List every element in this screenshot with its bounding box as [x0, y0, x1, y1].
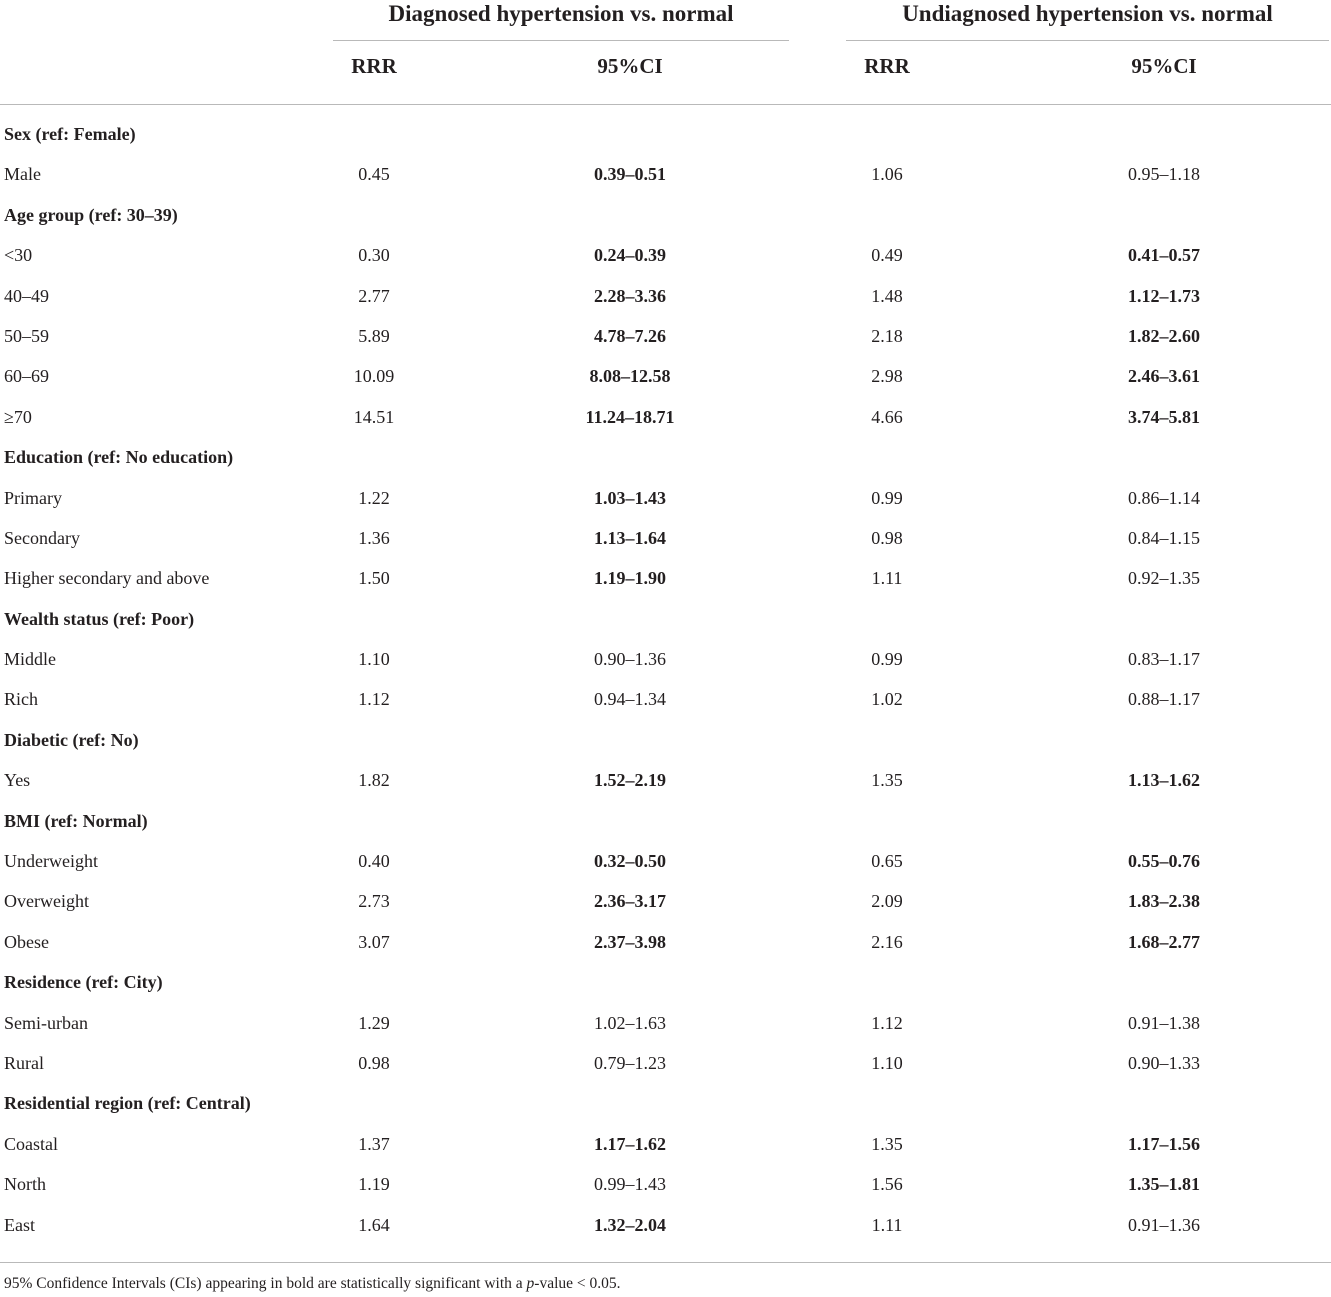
row-label: 40–49: [4, 285, 49, 306]
ci-diagnosed: 8.08–12.58: [589, 366, 671, 387]
rrr-undiagnosed: 1.35: [871, 1133, 903, 1154]
ci-undiagnosed: 0.41–0.57: [1128, 245, 1200, 266]
section-header-row: [0, 962, 1331, 1002]
section-label: Diabetic (ref: No): [4, 729, 139, 750]
rrr-diagnosed: 1.22: [358, 487, 390, 508]
rrr-undiagnosed: 2.98: [871, 366, 903, 387]
ci-diagnosed: 1.03–1.43: [594, 487, 666, 508]
row-label: ≥70: [4, 406, 32, 427]
ci-diagnosed: 4.78–7.26: [594, 325, 666, 346]
rrr-diagnosed: 0.30: [358, 245, 390, 266]
rrr-undiagnosed: 2.16: [871, 931, 903, 952]
rrr-diagnosed: 10.09: [353, 366, 395, 387]
ci-diagnosed: 0.90–1.36: [594, 649, 666, 670]
row-label: Underweight: [4, 851, 98, 872]
ci-undiagnosed: 0.86–1.14: [1128, 487, 1200, 508]
ci-diagnosed: 0.94–1.34: [594, 689, 666, 710]
ci-diagnosed: 1.13–1.64: [594, 527, 666, 548]
rrr-undiagnosed: 0.65: [871, 851, 903, 872]
table-row: [0, 235, 1331, 275]
rrr-undiagnosed: 1.02: [871, 689, 903, 710]
ci-diagnosed: 1.02–1.63: [594, 1012, 666, 1033]
column-header-ci-diagnosed: 95%CI: [597, 54, 663, 78]
rrr-diagnosed: 1.29: [358, 1012, 390, 1033]
ci-diagnosed: 2.36–3.17: [594, 891, 666, 912]
ci-undiagnosed: 0.91–1.36: [1128, 1214, 1200, 1235]
ci-undiagnosed: 0.84–1.15: [1128, 527, 1200, 548]
group-header-undiagnosed: Undiagnosed hypertension vs. normal: [902, 1, 1273, 26]
row-label: Semi-urban: [4, 1012, 88, 1033]
rrr-undiagnosed: 1.10: [871, 1052, 903, 1073]
footnote-italic: p: [526, 1275, 535, 1292]
ci-undiagnosed: 1.35–1.81: [1128, 1174, 1200, 1195]
table-row: [0, 1124, 1331, 1164]
group-header-diagnosed: Diagnosed hypertension vs. normal: [388, 1, 734, 26]
rrr-undiagnosed: 4.66: [871, 406, 903, 427]
row-label: Rich: [4, 689, 38, 710]
table-row: [0, 922, 1331, 962]
divider: [0, 1262, 1331, 1263]
ci-undiagnosed: 1.12–1.73: [1128, 285, 1200, 306]
ci-diagnosed: 0.79–1.23: [594, 1052, 666, 1073]
ci-undiagnosed: 0.91–1.38: [1128, 1012, 1200, 1033]
ci-undiagnosed: 1.13–1.62: [1128, 770, 1200, 791]
row-label: Yes: [4, 770, 31, 791]
rrr-undiagnosed: 1.56: [871, 1174, 903, 1195]
ci-diagnosed: 1.32–2.04: [594, 1214, 666, 1235]
rrr-diagnosed: 1.36: [358, 527, 390, 548]
table-row: [0, 1043, 1331, 1083]
rrr-diagnosed: 2.77: [358, 285, 390, 306]
ci-diagnosed: 1.17–1.62: [594, 1133, 666, 1154]
section-header-row: [0, 720, 1331, 760]
ci-undiagnosed: 0.83–1.17: [1128, 649, 1200, 670]
rrr-undiagnosed: 1.35: [871, 770, 903, 791]
table-footnote: [4, 1274, 621, 1294]
ci-diagnosed: 0.32–0.50: [594, 851, 666, 872]
row-label: Primary: [4, 487, 62, 508]
section-label: Sex (ref: Female): [4, 124, 136, 144]
ci-undiagnosed: 0.90–1.33: [1128, 1052, 1200, 1073]
table-row: [0, 1205, 1331, 1245]
table-row: [0, 841, 1331, 881]
divider: [0, 104, 1331, 105]
ci-undiagnosed: 0.88–1.17: [1128, 689, 1200, 710]
row-label: Male: [4, 164, 41, 185]
rrr-diagnosed: 0.45: [358, 164, 390, 185]
section-label: BMI (ref: Normal): [4, 810, 148, 831]
ci-undiagnosed: 3.74–5.81: [1128, 406, 1200, 427]
row-label: Higher secondary and above: [4, 568, 210, 589]
rrr-diagnosed: 1.12: [358, 689, 390, 710]
section-label: Residential region (ref: Central): [4, 1093, 251, 1114]
ci-undiagnosed: 1.82–2.60: [1128, 325, 1200, 346]
table-row: [0, 478, 1331, 518]
table-row: [0, 679, 1331, 719]
rrr-undiagnosed: 2.09: [871, 891, 903, 912]
section-header-row: [0, 599, 1331, 639]
table-row: [0, 154, 1331, 194]
rrr-diagnosed: 1.82: [358, 770, 390, 791]
table-row: [0, 1003, 1331, 1043]
ci-diagnosed: 0.99–1.43: [594, 1174, 666, 1195]
column-header-rrr-undiagnosed: RRR: [864, 54, 910, 78]
rrr-diagnosed: 14.51: [353, 406, 395, 427]
ci-diagnosed: 11.24–18.71: [585, 406, 675, 427]
table-row: [0, 518, 1331, 558]
ci-undiagnosed: 0.92–1.35: [1128, 568, 1200, 589]
table-row: [0, 276, 1331, 316]
rrr-undiagnosed: 0.99: [871, 487, 903, 508]
table-row: [0, 881, 1331, 921]
rrr-diagnosed: 5.89: [358, 325, 390, 346]
rrr-diagnosed: 1.10: [358, 649, 390, 670]
row-label: Coastal: [4, 1133, 58, 1154]
rrr-undiagnosed: 0.98: [871, 527, 903, 548]
row-label: North: [4, 1174, 46, 1195]
rrr-diagnosed: 2.73: [358, 891, 390, 912]
section-header-row: [0, 1083, 1331, 1123]
rrr-undiagnosed: 1.11: [871, 1214, 903, 1235]
rrr-undiagnosed: 1.48: [871, 285, 903, 306]
row-label: Rural: [4, 1052, 44, 1073]
ci-undiagnosed: 1.83–2.38: [1128, 891, 1200, 912]
section-header-row: [0, 801, 1331, 841]
ci-undiagnosed: 0.95–1.18: [1128, 164, 1200, 185]
rrr-diagnosed: 1.50: [358, 568, 390, 589]
column-header-ci-undiagnosed: 95%CI: [1131, 54, 1197, 78]
table-row: [0, 356, 1331, 396]
ci-diagnosed: 1.52–2.19: [594, 770, 666, 791]
section-header-row: [0, 195, 1331, 235]
rrr-undiagnosed: 1.06: [871, 164, 903, 185]
divider: [846, 40, 1329, 41]
ci-diagnosed: 2.28–3.36: [594, 285, 666, 306]
section-label: Age group (ref: 30–39): [4, 204, 178, 225]
rrr-diagnosed: 1.37: [358, 1133, 390, 1154]
divider: [333, 40, 789, 41]
row-label: East: [4, 1214, 35, 1235]
ci-undiagnosed: 1.68–2.77: [1128, 931, 1200, 952]
section-label: Residence (ref: City): [4, 972, 163, 993]
ci-diagnosed: 0.24–0.39: [594, 245, 666, 266]
ci-undiagnosed: 0.55–0.76: [1128, 851, 1200, 872]
row-label: 60–69: [4, 366, 49, 387]
table-row: [0, 760, 1331, 800]
row-label: Secondary: [4, 527, 80, 548]
table-body: [0, 114, 1331, 1245]
row-label: Obese: [4, 931, 49, 952]
table-row: [0, 558, 1331, 598]
rrr-undiagnosed: 0.49: [871, 245, 903, 266]
rrr-undiagnosed: 2.18: [871, 325, 903, 346]
ci-undiagnosed: 1.17–1.56: [1128, 1133, 1200, 1154]
column-header-rrr-diagnosed: RRR: [351, 54, 397, 78]
row-label: 50–59: [4, 325, 49, 346]
table-row: [0, 639, 1331, 679]
table-row: [0, 397, 1331, 437]
section-header-row: [0, 437, 1331, 477]
row-label: Middle: [4, 649, 56, 670]
footnote-text: 95% Confidence Intervals (CIs) appearing in bold are statistically significant with a: [4, 1275, 527, 1292]
row-label: <30: [4, 245, 33, 266]
rrr-diagnosed: 0.40: [358, 851, 390, 872]
footnote-text-end: -value < 0.05.: [534, 1275, 621, 1292]
table-row: [0, 316, 1331, 356]
ci-undiagnosed: 2.46–3.61: [1128, 366, 1200, 387]
rrr-diagnosed: 0.98: [358, 1052, 390, 1073]
rrr-undiagnosed: 1.12: [871, 1012, 903, 1033]
rrr-diagnosed: 3.07: [358, 931, 390, 952]
rrr-undiagnosed: 0.99: [871, 649, 903, 670]
rrr-diagnosed: 1.19: [358, 1174, 390, 1195]
section-label: Education (ref: No education): [4, 447, 234, 468]
table-row: [0, 1164, 1331, 1204]
row-label: Overweight: [4, 891, 89, 912]
ci-diagnosed: 0.39–0.51: [594, 164, 666, 185]
section-label: Wealth status (ref: Poor): [4, 608, 195, 629]
rrr-undiagnosed: 1.11: [871, 568, 903, 589]
ci-diagnosed: 1.19–1.90: [594, 568, 666, 589]
ci-diagnosed: 2.37–3.98: [594, 931, 666, 952]
section-header-row: [0, 114, 1331, 154]
rrr-diagnosed: 1.64: [358, 1214, 390, 1235]
